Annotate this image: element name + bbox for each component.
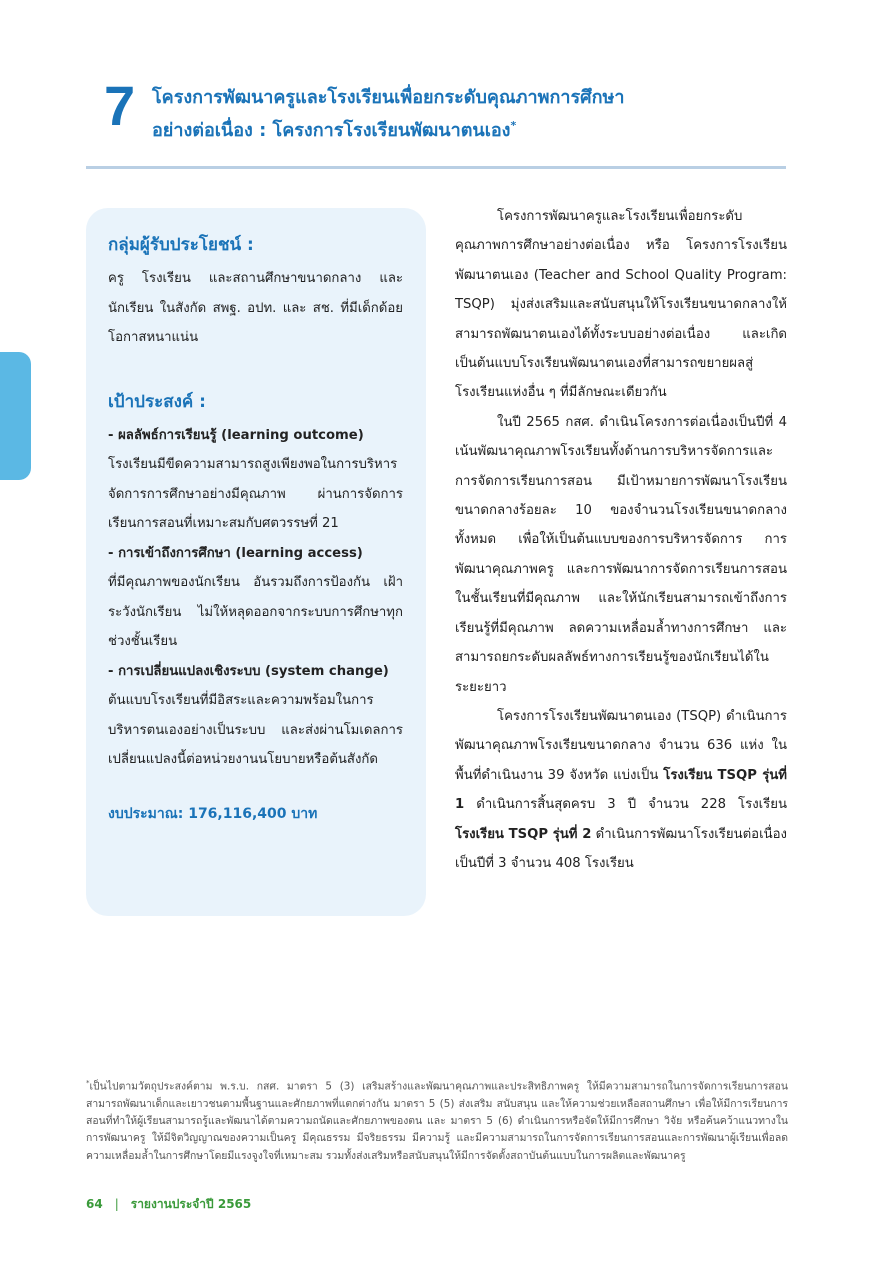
page-footer: [86, 1196, 251, 1212]
body-bold: โรงเรียน TSQP รุ่นที่ 1: [455, 767, 787, 813]
objective-item: [108, 657, 403, 775]
body-text: ดำเนินการสิ้นสุดครบ 3 ปี จำนวน 228 โรงเรียน: [464, 797, 787, 813]
chapter-title-line1: โครงการพัฒนาครูและโรงเรียนเพื่อยกระดับคุณภาพการศึกษา: [152, 87, 625, 108]
page-number: 64: [86, 1197, 103, 1211]
report-title: รายงานประจำปี 2565: [130, 1197, 252, 1211]
objective-text: ที่มีคุณภาพของนักเรียน อันรวมถึงการป้องกัน เฝ้าระวังนักเรียน ไม่ให้หลุดออกจากระบบการศึกษาทุกช่วงชั้นเรียน: [108, 575, 403, 649]
objective-item: [108, 539, 403, 657]
chapter-title: [152, 84, 792, 145]
objectives-heading: เป้าประสงค์ :: [108, 391, 206, 412]
chapter-title-footnote-mark: *: [510, 119, 517, 132]
objective-title: - ผลลัพธ์การเรียนรู้ (learning outcome): [108, 427, 364, 443]
budget-line: งบประมาณ: 176,116,400 บาท: [108, 805, 318, 822]
body-text: โครงการโรงเรียนพัฒนาตนเอง (TSQP) ดำเนินการพัฒนาคุณภาพโรงเรียนขนาดกลาง จำนวน 636 แห่ง ในพื้นที่ดำเนินงาน 39 จังหวัด แบ่งเป็น: [455, 708, 787, 783]
objective-text: ต้นแบบโรงเรียนที่มีอิสระและความพร้อมในการบริหารตนเองอย่างเป็นระบบ และส่งผ่านโมเดลการเปลี่ยนแปลงนี้ต่อหน่วยงานนโยบายหรือต้นสังกัด: [108, 693, 403, 767]
chapter-title-line2: [152, 112, 792, 145]
body-paragraph: [455, 702, 787, 878]
body-text: ดำเนินการพัฒนาโรงเรียนต่อเนื่อง เป็นปีที่ 3 จำนวน 408 โรงเรียน: [455, 826, 787, 871]
objective-item: [108, 421, 403, 539]
body-paragraph: ในปี 2565 กสศ. ดำเนินโครงการต่อเนื่องเป็นปีที่ 4 เน้นพัฒนาคุณภาพโรงเรียนทั้งด้านการบริหารจัดการและการจัดการเรียนการสอน มีเป้าหมายการพัฒนาโรงเรียนขนาดกลางร้อยละ 10 ของจำนวนโรงเรียนขนาดกลางทั้งหมด เพื่อให้เป็นต้นแบบของการบริหารจัดการ การพัฒนาคุณภาพครู และการพัฒนาการจัดการเรียนการสอนในชั้นเรียนที่มีคุณภาพ และให้นักเรียนสามารถเข้าถึงการเรียนรู้ที่มีคุณภาพ ลดความเหลื่อมล้ำทางการศึกษา และสามารถยกระดับผลลัพธ์ทางการเรียนรู้ของนักเรียนได้ในระยะยาว: [455, 414, 787, 695]
summary-content: [108, 232, 403, 827]
side-tab: [0, 352, 31, 480]
beneficiaries-heading: กลุ่มผู้รับประโยชน์ :: [108, 235, 254, 255]
header-rule: [86, 166, 786, 169]
beneficiaries-text: ครู โรงเรียน และสถานศึกษาขนาดกลาง และนักเรียน ในสังกัด สพฐ. อปท. และ สช. ที่มีเด็กด้อยโอกาสหนาแน่น: [108, 271, 403, 345]
chapter-number: 7: [104, 74, 136, 137]
objective-title: - การเข้าถึงการศึกษา (learning access): [108, 545, 363, 561]
footer-separator: |: [114, 1197, 119, 1211]
body-column: [455, 202, 787, 878]
footnote-mark: *: [86, 1079, 90, 1087]
body-bold: โรงเรียน TSQP รุ่นที่ 2: [455, 826, 592, 842]
objective-title: - การเปลี่ยนแปลงเชิงระบบ (system change): [108, 663, 389, 679]
body-paragraph: โครงการพัฒนาครูและโรงเรียนเพื่อยกระดับคุณภาพการศึกษาอย่างต่อเนื่อง หรือ โครงการโรงเรียนพัฒนาตนเอง (Teacher and School Quality Program: TSQP) มุ่งส่งเสริมและสนับสนุนให้โรงเรียนขนาดกลางให้สามารถพัฒนาตนเองได้ทั้งระบบอย่างต่อเนื่อง และเกิดเป็นต้นแบบโรงเรียนพัฒนาตนเองที่สามารถขยายผลสู่โรงเรียนแห่งอื่น ๆ ที่มีลักษณะเดียวกัน: [455, 209, 787, 401]
objective-text: โรงเรียนมีขีดความสามารถสูงเพียงพอในการบริหารจัดการการศึกษาอย่างมีคุณภาพ ผ่านการจัดการเรียนการสอนที่เหมาะสมกับศตวรรษที่ 21: [108, 457, 403, 531]
footnote-text: เป็นไปตามวัตถุประสงค์ตาม พ.ร.บ. กสศ. มาตรา 5 (3) เสริมสร้างและพัฒนาคุณภาพและประสิทธิภาพครู ให้มีความสามารถในการจัดการเรียนการสอน สามารถพัฒนาเด็กและเยาวชนตามพื้นฐานและศักยภาพที่แตกต่างกัน มาตรา 5 (5) ส่งเสริม สนับสนุน และให้ความช่วยเหลือสถานศึกษา เพื่อให้มีการเรียนการสอนที่ทำให้ผู้เรียนสามารถรู้และพัฒนาได้ตามความถนัดและศักยภาพของตน และ มาตรา 5 (6) ดำเนินการหรือจัดให้มีการศึกษา วิจัย หรือค้นคว้าแนวทางในการพัฒนาครู ให้มีจิตวิญญาณของความเป็นครู มีคุณธรรม มีจริยธรรม มีความรู้ และมีความสามารถในการจัดการเรียนการสอนและการพัฒนาผู้เรียนเพื่อลดความเหลื่อมล้ำในการศึกษาโดยมีแรงจูงใจที่เหมาะสม รวมทั้งส่งเสริมหรือสนับสนุนให้มีการจัดตั้งสถาบันต้นแบบในการผลิตและพัฒนาครู: [86, 1080, 788, 1162]
chapter-title-line2-text: อย่างต่อเนื่อง : โครงการโรงเรียนพัฒนาตนเอง: [152, 120, 511, 141]
footnote: [86, 1075, 788, 1165]
